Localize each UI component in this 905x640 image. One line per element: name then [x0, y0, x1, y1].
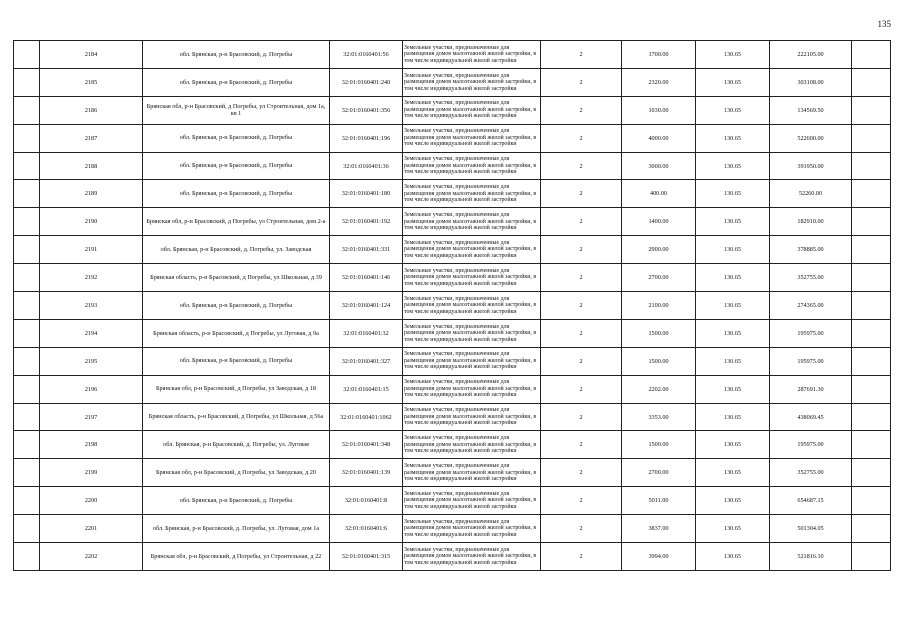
trailing-cell	[852, 152, 891, 180]
address-cell: Брянская обл, р-н Брасовский, д Погребы, ул Заводская, д 20	[143, 459, 330, 487]
trailing-cell	[852, 292, 891, 320]
area-cell: 1500.00	[622, 431, 696, 459]
specific-value-cell: 130.65	[696, 347, 770, 375]
record-number-cell: 2184	[40, 41, 143, 69]
cadastral-number-cell: 32:01:0160401:8	[330, 487, 403, 515]
area-cell: 400.00	[622, 180, 696, 208]
area-cell: 1700.00	[622, 41, 696, 69]
table-row	[14, 515, 891, 543]
row-number-cell	[14, 41, 40, 69]
area-cell: 1500.00	[622, 347, 696, 375]
specific-value-cell: 130.65	[696, 152, 770, 180]
record-number-cell: 2198	[40, 431, 143, 459]
land-use-purpose-cell: Земельные участки, предназначенные для размещения домов малоэтажной жилой застройки, в том числе индивидуальной жилой застройки	[403, 292, 541, 320]
group-cell: 2	[541, 292, 622, 320]
table-row	[14, 180, 891, 208]
group-cell: 2	[541, 543, 622, 571]
specific-value-cell: 130.65	[696, 487, 770, 515]
record-number-cell: 2192	[40, 264, 143, 292]
specific-value-cell: 130.65	[696, 264, 770, 292]
table-row	[14, 543, 891, 571]
specific-value-cell: 130.65	[696, 515, 770, 543]
table-row	[14, 96, 891, 124]
cadastral-value-cell: 222105.00	[770, 41, 852, 69]
land-use-purpose-cell: Земельные участки, предназначенные для размещения домов малоэтажной жилой застройки, в том числе индивидуальной жилой застройки	[403, 459, 541, 487]
group-cell: 2	[541, 319, 622, 347]
group-cell: 2	[541, 96, 622, 124]
area-cell: 3837.00	[622, 515, 696, 543]
row-number-cell	[14, 68, 40, 96]
land-use-purpose-cell: Земельные участки, предназначенные для размещения домов малоэтажной жилой застройки, в том числе индивидуальной жилой застройки	[403, 96, 541, 124]
area-cell: 1030.00	[622, 96, 696, 124]
area-cell: 2700.00	[622, 459, 696, 487]
area-cell: 2900.00	[622, 236, 696, 264]
address-cell: Брянская область, р-н Брасовский, д Погребы, ул Школьная, д 39	[143, 264, 330, 292]
row-number-cell	[14, 487, 40, 515]
cadastral-value-cell: 391950.00	[770, 152, 852, 180]
trailing-cell	[852, 375, 891, 403]
cadastral-value-cell: 287691.30	[770, 375, 852, 403]
trailing-cell	[852, 487, 891, 515]
cadastral-value-cell: 501304.05	[770, 515, 852, 543]
area-cell: 5011.00	[622, 487, 696, 515]
land-use-purpose-cell: Земельные участки, предназначенные для размещения домов малоэтажной жилой застройки, в том числе индивидуальной жилой застройки	[403, 347, 541, 375]
cadastral-number-cell: 32:01:0160401:331	[330, 236, 403, 264]
group-cell: 2	[541, 375, 622, 403]
address-cell: обл. Брянская, р-н Брасовский, д. Погребы	[143, 487, 330, 515]
address-cell: Брянская обл, р-н Брасовский, д Погребы, ул Строительная, дом 2-а	[143, 208, 330, 236]
record-number-cell: 2202	[40, 543, 143, 571]
land-use-purpose-cell: Земельные участки, предназначенные для размещения домов малоэтажной жилой застройки, в том числе индивидуальной жилой застройки	[403, 124, 541, 152]
group-cell: 2	[541, 236, 622, 264]
specific-value-cell: 130.65	[696, 375, 770, 403]
record-number-cell: 2197	[40, 403, 143, 431]
cadastral-number-cell: 32:01:0160401:315	[330, 543, 403, 571]
row-number-cell	[14, 403, 40, 431]
address-cell: Брянская обл, р-н Брасовский, д Погребы, ул Строительная, дом 1а, кв 1	[143, 96, 330, 124]
area-cell: 4000.00	[622, 124, 696, 152]
table-row	[14, 124, 891, 152]
land-use-purpose-cell: Земельные участки, предназначенные для размещения домов малоэтажной жилой застройки, в том числе индивидуальной жилой застройки	[403, 431, 541, 459]
area-cell: 3994.00	[622, 543, 696, 571]
land-use-purpose-cell: Земельные участки, предназначенные для размещения домов малоэтажной жилой застройки, в том числе индивидуальной жилой застройки	[403, 375, 541, 403]
specific-value-cell: 130.65	[696, 68, 770, 96]
address-cell: Брянская область, р-н Брасовский, д Погребы, ул Луговая, д 9а	[143, 319, 330, 347]
address-cell: обл. Брянская, р-н Брасовский, д. Погребы, ул. Луговая	[143, 431, 330, 459]
cadastral-number-cell: 32:01:0160401:139	[330, 459, 403, 487]
table-row	[14, 487, 891, 515]
row-number-cell	[14, 180, 40, 208]
group-cell: 2	[541, 41, 622, 69]
address-cell: Брянская обл, р-н Брасовский, д Погребы, ул Строительная, д 22	[143, 543, 330, 571]
specific-value-cell: 130.65	[696, 459, 770, 487]
group-cell: 2	[541, 124, 622, 152]
cadastral-value-cell: 274365.00	[770, 292, 852, 320]
cadastral-value-cell: 352755.00	[770, 459, 852, 487]
specific-value-cell: 130.65	[696, 543, 770, 571]
specific-value-cell: 130.65	[696, 96, 770, 124]
trailing-cell	[852, 459, 891, 487]
record-number-cell: 2190	[40, 208, 143, 236]
address-cell: Брянская обл, р-н Брасовский, д Погребы, ул Заводская, д 18	[143, 375, 330, 403]
land-use-purpose-cell: Земельные участки, предназначенные для размещения домов малоэтажной жилой застройки, в том числе индивидуальной жилой застройки	[403, 236, 541, 264]
record-number-cell: 2195	[40, 347, 143, 375]
specific-value-cell: 130.65	[696, 403, 770, 431]
cadastral-value-cell: 195975.00	[770, 319, 852, 347]
record-number-cell: 2193	[40, 292, 143, 320]
group-cell: 2	[541, 403, 622, 431]
row-number-cell	[14, 124, 40, 152]
row-number-cell	[14, 319, 40, 347]
land-use-purpose-cell: Земельные участки, предназначенные для размещения домов малоэтажной жилой застройки, в том числе индивидуальной жилой застройки	[403, 264, 541, 292]
trailing-cell	[852, 68, 891, 96]
land-use-purpose-cell: Земельные участки, предназначенные для размещения домов малоэтажной жилой застройки, в том числе индивидуальной жилой застройки	[403, 515, 541, 543]
group-cell: 2	[541, 347, 622, 375]
cadastral-number-cell: 32:01:0160401:36	[330, 152, 403, 180]
cadastral-value-cell: 182910.00	[770, 208, 852, 236]
record-number-cell: 2186	[40, 96, 143, 124]
row-number-cell	[14, 96, 40, 124]
group-cell: 2	[541, 431, 622, 459]
land-use-purpose-cell: Земельные участки, предназначенные для размещения домов малоэтажной жилой застройки, в том числе индивидуальной жилой застройки	[403, 319, 541, 347]
row-number-cell	[14, 208, 40, 236]
land-use-purpose-cell: Земельные участки, предназначенные для размещения домов малоэтажной жилой застройки, в том числе индивидуальной жилой застройки	[403, 403, 541, 431]
trailing-cell	[852, 543, 891, 571]
cadastral-number-cell: 32:01:0160401:1062	[330, 403, 403, 431]
group-cell: 2	[541, 487, 622, 515]
area-cell: 3000.00	[622, 152, 696, 180]
group-cell: 2	[541, 515, 622, 543]
specific-value-cell: 130.65	[696, 208, 770, 236]
row-number-cell	[14, 543, 40, 571]
row-number-cell	[14, 347, 40, 375]
record-number-cell: 2199	[40, 459, 143, 487]
specific-value-cell: 130.65	[696, 292, 770, 320]
address-cell: обл. Брянская, р-н Брасовский, д. Погребы	[143, 124, 330, 152]
group-cell: 2	[541, 68, 622, 96]
record-number-cell: 2187	[40, 124, 143, 152]
row-number-cell	[14, 375, 40, 403]
trailing-cell	[852, 347, 891, 375]
cadastral-number-cell: 32:01:0160401:6	[330, 515, 403, 543]
cadastral-number-cell: 32:01:0160401:240	[330, 68, 403, 96]
cadastral-value-cell: 52260.00	[770, 180, 852, 208]
specific-value-cell: 130.65	[696, 124, 770, 152]
land-use-purpose-cell: Земельные участки, предназначенные для размещения домов малоэтажной жилой застройки, в том числе индивидуальной жилой застройки	[403, 180, 541, 208]
address-cell: обл. Брянская, р-н Брасовский, д. Погребы, ул. Луговая, дом 1а	[143, 515, 330, 543]
record-number-cell: 2201	[40, 515, 143, 543]
land-plots-table	[13, 40, 891, 571]
row-number-cell	[14, 264, 40, 292]
group-cell: 2	[541, 180, 622, 208]
cadastral-number-cell: 32:01:0160401:356	[330, 96, 403, 124]
record-number-cell: 2189	[40, 180, 143, 208]
row-number-cell	[14, 459, 40, 487]
row-number-cell	[14, 236, 40, 264]
cadastral-value-cell: 352755.00	[770, 264, 852, 292]
table-row	[14, 347, 891, 375]
specific-value-cell: 130.65	[696, 236, 770, 264]
table-row	[14, 319, 891, 347]
cadastral-value-cell: 521816.10	[770, 543, 852, 571]
group-cell: 2	[541, 208, 622, 236]
specific-value-cell: 130.65	[696, 180, 770, 208]
record-number-cell: 2185	[40, 68, 143, 96]
cadastral-number-cell: 32:01:0160401:56	[330, 41, 403, 69]
table-row	[14, 403, 891, 431]
land-use-purpose-cell: Земельные участки, предназначенные для размещения домов малоэтажной жилой застройки, в том числе индивидуальной жилой застройки	[403, 41, 541, 69]
land-use-purpose-cell: Земельные участки, предназначенные для размещения домов малоэтажной жилой застройки, в том числе индивидуальной жилой застройки	[403, 208, 541, 236]
record-number-cell: 2194	[40, 319, 143, 347]
land-use-purpose-cell: Земельные участки, предназначенные для размещения домов малоэтажной жилой застройки, в том числе индивидуальной жилой застройки	[403, 68, 541, 96]
cadastral-value-cell: 134569.50	[770, 96, 852, 124]
area-cell: 2700.00	[622, 264, 696, 292]
trailing-cell	[852, 236, 891, 264]
row-number-cell	[14, 292, 40, 320]
cadastral-value-cell: 303108.00	[770, 68, 852, 96]
trailing-cell	[852, 124, 891, 152]
cadastral-number-cell: 32:01:0160401:327	[330, 347, 403, 375]
cadastral-number-cell: 32:01:0160401:192	[330, 208, 403, 236]
cadastral-value-cell: 195975.00	[770, 431, 852, 459]
record-number-cell: 2191	[40, 236, 143, 264]
table-row	[14, 41, 891, 69]
trailing-cell	[852, 208, 891, 236]
table-row	[14, 292, 891, 320]
cadastral-number-cell: 32:01:0160401:32	[330, 319, 403, 347]
row-number-cell	[14, 515, 40, 543]
address-cell: обл. Брянская, р-н Брасовский, д. Погребы	[143, 292, 330, 320]
table-row	[14, 68, 891, 96]
table-body	[14, 41, 891, 571]
trailing-cell	[852, 319, 891, 347]
cadastral-number-cell: 32:01:0160401:15	[330, 375, 403, 403]
cadastral-number-cell: 32:01:0160401:348	[330, 431, 403, 459]
area-cell: 2100.00	[622, 292, 696, 320]
record-number-cell: 2188	[40, 152, 143, 180]
table-row	[14, 152, 891, 180]
address-cell: Брянская область, р-н Брасовский, д Погребы, ул Школьная, д 56а	[143, 403, 330, 431]
cadastral-value-cell: 378885.00	[770, 236, 852, 264]
area-cell: 1400.00	[622, 208, 696, 236]
table-row	[14, 264, 891, 292]
row-number-cell	[14, 152, 40, 180]
address-cell: обл. Брянская, р-н Брасовский, д. Погребы	[143, 41, 330, 69]
land-use-purpose-cell: Земельные участки, предназначенные для размещения домов малоэтажной жилой застройки, в том числе индивидуальной жилой застройки	[403, 487, 541, 515]
cadastral-value-cell: 654687.15	[770, 487, 852, 515]
record-number-cell: 2200	[40, 487, 143, 515]
record-number-cell: 2196	[40, 375, 143, 403]
cadastral-number-cell: 32:01:0160401:146	[330, 264, 403, 292]
address-cell: обл. Брянская, р-н Брасовский, д. Погребы	[143, 152, 330, 180]
cadastral-value-cell: 438069.45	[770, 403, 852, 431]
table-row	[14, 236, 891, 264]
table-row	[14, 208, 891, 236]
area-cell: 2320.00	[622, 68, 696, 96]
address-cell: обл. Брянская, р-н Брасовский, д. Погребы, ул. Заводская	[143, 236, 330, 264]
trailing-cell	[852, 96, 891, 124]
table-row	[14, 375, 891, 403]
area-cell: 3353.00	[622, 403, 696, 431]
trailing-cell	[852, 180, 891, 208]
table-row	[14, 431, 891, 459]
land-use-purpose-cell: Земельные участки, предназначенные для размещения домов малоэтажной жилой застройки, в том числе индивидуальной жилой застройки	[403, 152, 541, 180]
row-number-cell	[14, 431, 40, 459]
page-number: 135	[877, 19, 891, 29]
trailing-cell	[852, 431, 891, 459]
land-use-purpose-cell: Земельные участки, предназначенные для размещения домов малоэтажной жилой застройки, в том числе индивидуальной жилой застройки	[403, 543, 541, 571]
cadastral-number-cell: 32:01:0160401:124	[330, 292, 403, 320]
cadastral-number-cell: 32:01:0160401:180	[330, 180, 403, 208]
cadastral-number-cell: 32:01:0160401:196	[330, 124, 403, 152]
cadastral-value-cell: 522600.00	[770, 124, 852, 152]
address-cell: обл. Брянская, р-н Брасовский, д. Погребы	[143, 180, 330, 208]
group-cell: 2	[541, 459, 622, 487]
group-cell: 2	[541, 264, 622, 292]
area-cell: 2202.00	[622, 375, 696, 403]
specific-value-cell: 130.65	[696, 319, 770, 347]
cadastral-value-cell: 195975.00	[770, 347, 852, 375]
group-cell: 2	[541, 152, 622, 180]
trailing-cell	[852, 264, 891, 292]
address-cell: обл. Брянская, р-н Брасовский, д. Погребы	[143, 68, 330, 96]
specific-value-cell: 130.65	[696, 41, 770, 69]
trailing-cell	[852, 403, 891, 431]
table-row	[14, 459, 891, 487]
specific-value-cell: 130.65	[696, 431, 770, 459]
trailing-cell	[852, 515, 891, 543]
address-cell: обл. Брянская, р-н Брасовский, д. Погребы	[143, 347, 330, 375]
area-cell: 1500.00	[622, 319, 696, 347]
trailing-cell	[852, 41, 891, 69]
